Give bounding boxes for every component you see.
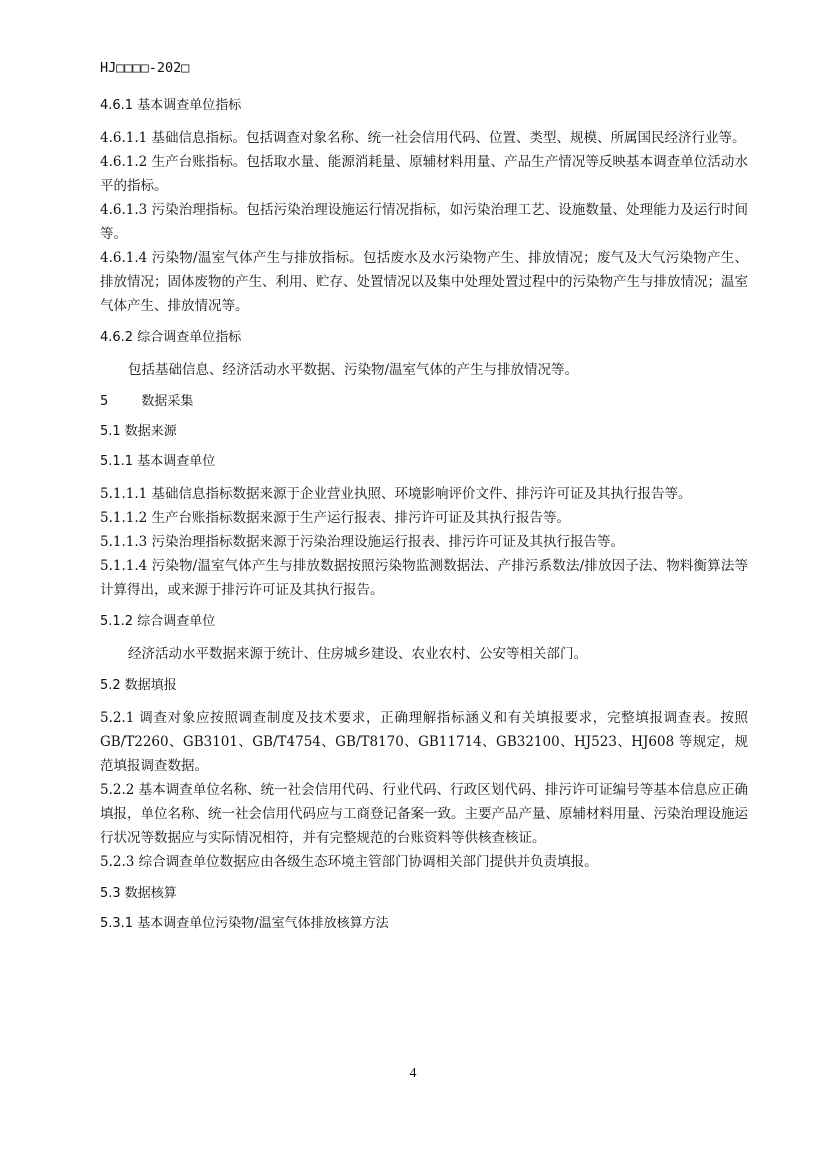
paragraph-5-1-2: 经济活动水平数据来源于统计、住房城乡建设、农业农村、公安等相关部门。 xyxy=(128,646,587,662)
paragraph-5-1-1-4: 5.1.1.4 污染物/温室气体产生与排放数据按照污染物监测数据法、产排污系数法/排放因子法、物料衡算法等计算得出，或来源于排污许可证及其执行报告。 xyxy=(100,558,748,598)
heading-5-1-1: 5.1.1 基本调查单位 xyxy=(100,454,216,469)
heading-5-2: 5.2 数据填报 xyxy=(100,678,177,693)
heading-4-6-2: 4.6.2 综合调查单位指标 xyxy=(100,330,242,345)
paragraph-5-1-1-1: 5.1.1.1 基础信息指标数据来源于企业营业执照、环境影响评价文件、排污许可证及其执行报告等。 xyxy=(100,486,692,502)
paragraph-4-6-1-3: 4.6.1.3 污染治理指标。包括污染治理设施运行情况指标，如污染治理工艺、设施数量、处理能力及运行时间等。 xyxy=(100,202,748,242)
heading-5-3-1: 5.3.1 基本调查单位污染物/温室气体排放核算方法 xyxy=(100,916,389,931)
document-body xyxy=(100,96,748,934)
heading-5: 5 数据采集 xyxy=(100,394,194,409)
paragraph-4-6-1-4: 4.6.1.4 污染物/温室气体产生与排放指标。包括废水及水污染物产生、排放情况；废气及大气污染物产生、排放情况；固体废物的产生、利用、贮存、处置情况以及集中处理处置过程中的污染物产生与排放情况；温室气体产生、排放情况等。 xyxy=(100,250,748,314)
page-number: 4 xyxy=(409,1066,417,1081)
paragraph-5-2-2: 5.2.2 基本调查单位名称、统一社会信用代码、行业代码、行政区划代码、排污许可证编号等基本信息应正确填报，单位名称、统一社会信用代码应与工商登记备案一致。主要产品产量、原辅材料用量、污染治理设施运行状况等数据应与实际情况相符，并有完整规范的台账资料等供核查核证。 xyxy=(100,782,748,846)
paragraph-4-6-2: 包括基础信息、经济活动水平数据、污染物/温室气体的产生与排放情况等。 xyxy=(128,362,579,378)
paragraph-5-2-1: 5.2.1 调查对象应按照调查制度及技术要求，正确理解指标涵义和有关填报要求，完整填报调查表。按照 GB/T2260、GB3101、GB/T4754、GB/T8170、GB11714、GB32100、HJ523、HJ608 等规定，规范填报调查数据。 xyxy=(100,710,748,774)
standard-header: HJ□□□□-202□ xyxy=(100,60,190,76)
heading-5-1-2: 5.1.2 综合调查单位 xyxy=(100,614,216,629)
paragraph-5-1-1-2: 5.1.1.2 生产台账指标数据来源于生产运行报表、排污许可证及其执行报告等。 xyxy=(100,510,571,526)
paragraph-4-6-1-2: 4.6.1.2 生产台账指标。包括取水量、能源消耗量、原辅材料用量、产品生产情况等反映基本调查单位活动水平的指标。 xyxy=(100,154,748,194)
paragraph-5-1-1-3: 5.1.1.3 污染治理指标数据来源于污染治理设施运行报表、排污许可证及其执行报告等。 xyxy=(100,534,625,550)
heading-4-6-1: 4.6.1 基本调查单位指标 xyxy=(100,98,242,113)
heading-5-3: 5.3 数据核算 xyxy=(100,886,177,901)
paragraph-5-2-3: 5.2.3 综合调查单位数据应由各级生态环境主管部门协调相关部门提供并负责填报。 xyxy=(100,854,598,870)
paragraph-4-6-1-1: 4.6.1.1 基础信息指标。包括调查对象名称、统一社会信用代码、位置、类型、规模、所属国民经济行业等。 xyxy=(100,130,746,146)
heading-5-1: 5.1 数据来源 xyxy=(100,424,177,439)
